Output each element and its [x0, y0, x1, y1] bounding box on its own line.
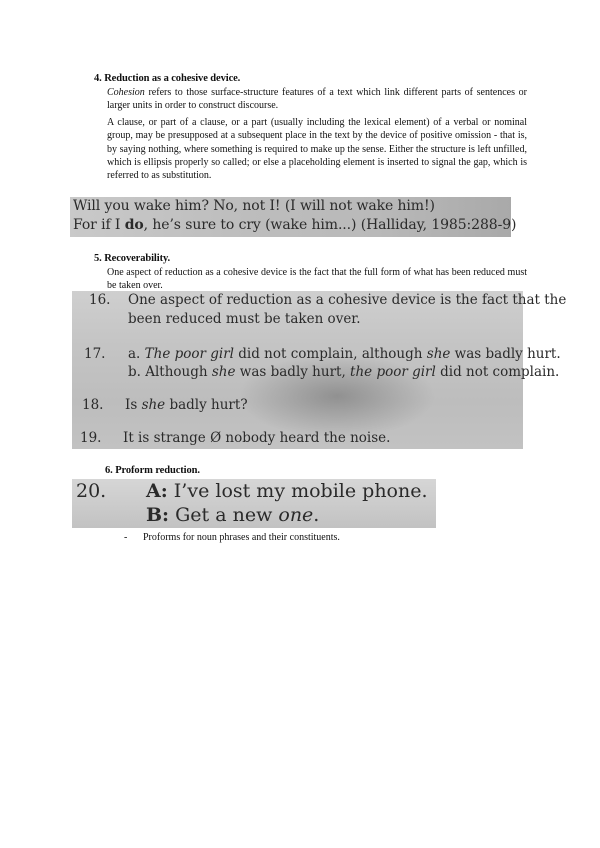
example-20-number: 20. — [76, 480, 107, 502]
bullet-marker: - — [124, 532, 128, 543]
example-18: Is she badly hurt? — [125, 397, 248, 413]
example-20-b: B: Get a new one. — [146, 504, 320, 526]
example-16-line-2: been reduced must be taken over. — [128, 311, 361, 327]
section-5-heading: 5. Recoverability. — [94, 253, 171, 264]
halliday-example-line-1: Will you wake him? No, not I! (I will not wake him!) — [73, 198, 435, 214]
example-19-number: 19. — [80, 430, 102, 446]
ellipsis-substitution-paragraph: A clause, or part of a clause, or a part (usually including the lexical element) of a verbal or nominal group, may be presupposed at a subsequent place in the text by the device of positive omission - that is, by saying nothing, where something is required to make up the sense. Either the structure is left unfilled, which is ellipsis properly so called; or else a placeholding element is inserted to signal the gap, which is referred to as substitution. — [107, 117, 527, 182]
null-symbol: Ø — [210, 430, 222, 446]
example-20-a: A: I’ve lost my mobile phone. — [146, 480, 428, 502]
recoverability-paragraph: One aspect of reduction as a cohesive device is the fact that the full form of what has been reduced must be taken over. — [107, 267, 527, 292]
section-6-heading: 6. Proform reduction. — [105, 465, 200, 476]
example-18-number: 18. — [82, 397, 104, 413]
example-16-number: 16. — [89, 292, 111, 308]
recoverability-examples-image — [72, 291, 567, 449]
cohesion-term: Cohesion — [107, 87, 145, 98]
cohesion-definition — [107, 86, 527, 113]
example-17a: a. The poor girl did not complain, although she was badly hurt. — [128, 346, 561, 362]
example-17b: b. Although she was badly hurt, the poor girl did not complain. — [128, 364, 560, 380]
halliday-example-line-2: For if I do, he’s sure to cry (wake him...) (Halliday, 1985:288-9) — [73, 217, 517, 233]
halliday-example-image — [70, 197, 517, 237]
example-19: It is strange Ø nobody heard the noise. — [123, 430, 391, 446]
section-4-heading: 4. Reduction as a cohesive device. — [94, 73, 241, 84]
example-17-number: 17. — [84, 346, 106, 362]
cohesion-definition-text: refers to those surface-structure features of a text which link different parts of sentences or larger units in order to construct discourse. — [107, 87, 527, 112]
proform-example-image — [72, 479, 436, 528]
example-16-line-1: One aspect of reduction as a cohesive device is the fact that the — [128, 292, 567, 308]
proforms-bullet-text: Proforms for noun phrases and their constituents. — [143, 532, 340, 543]
